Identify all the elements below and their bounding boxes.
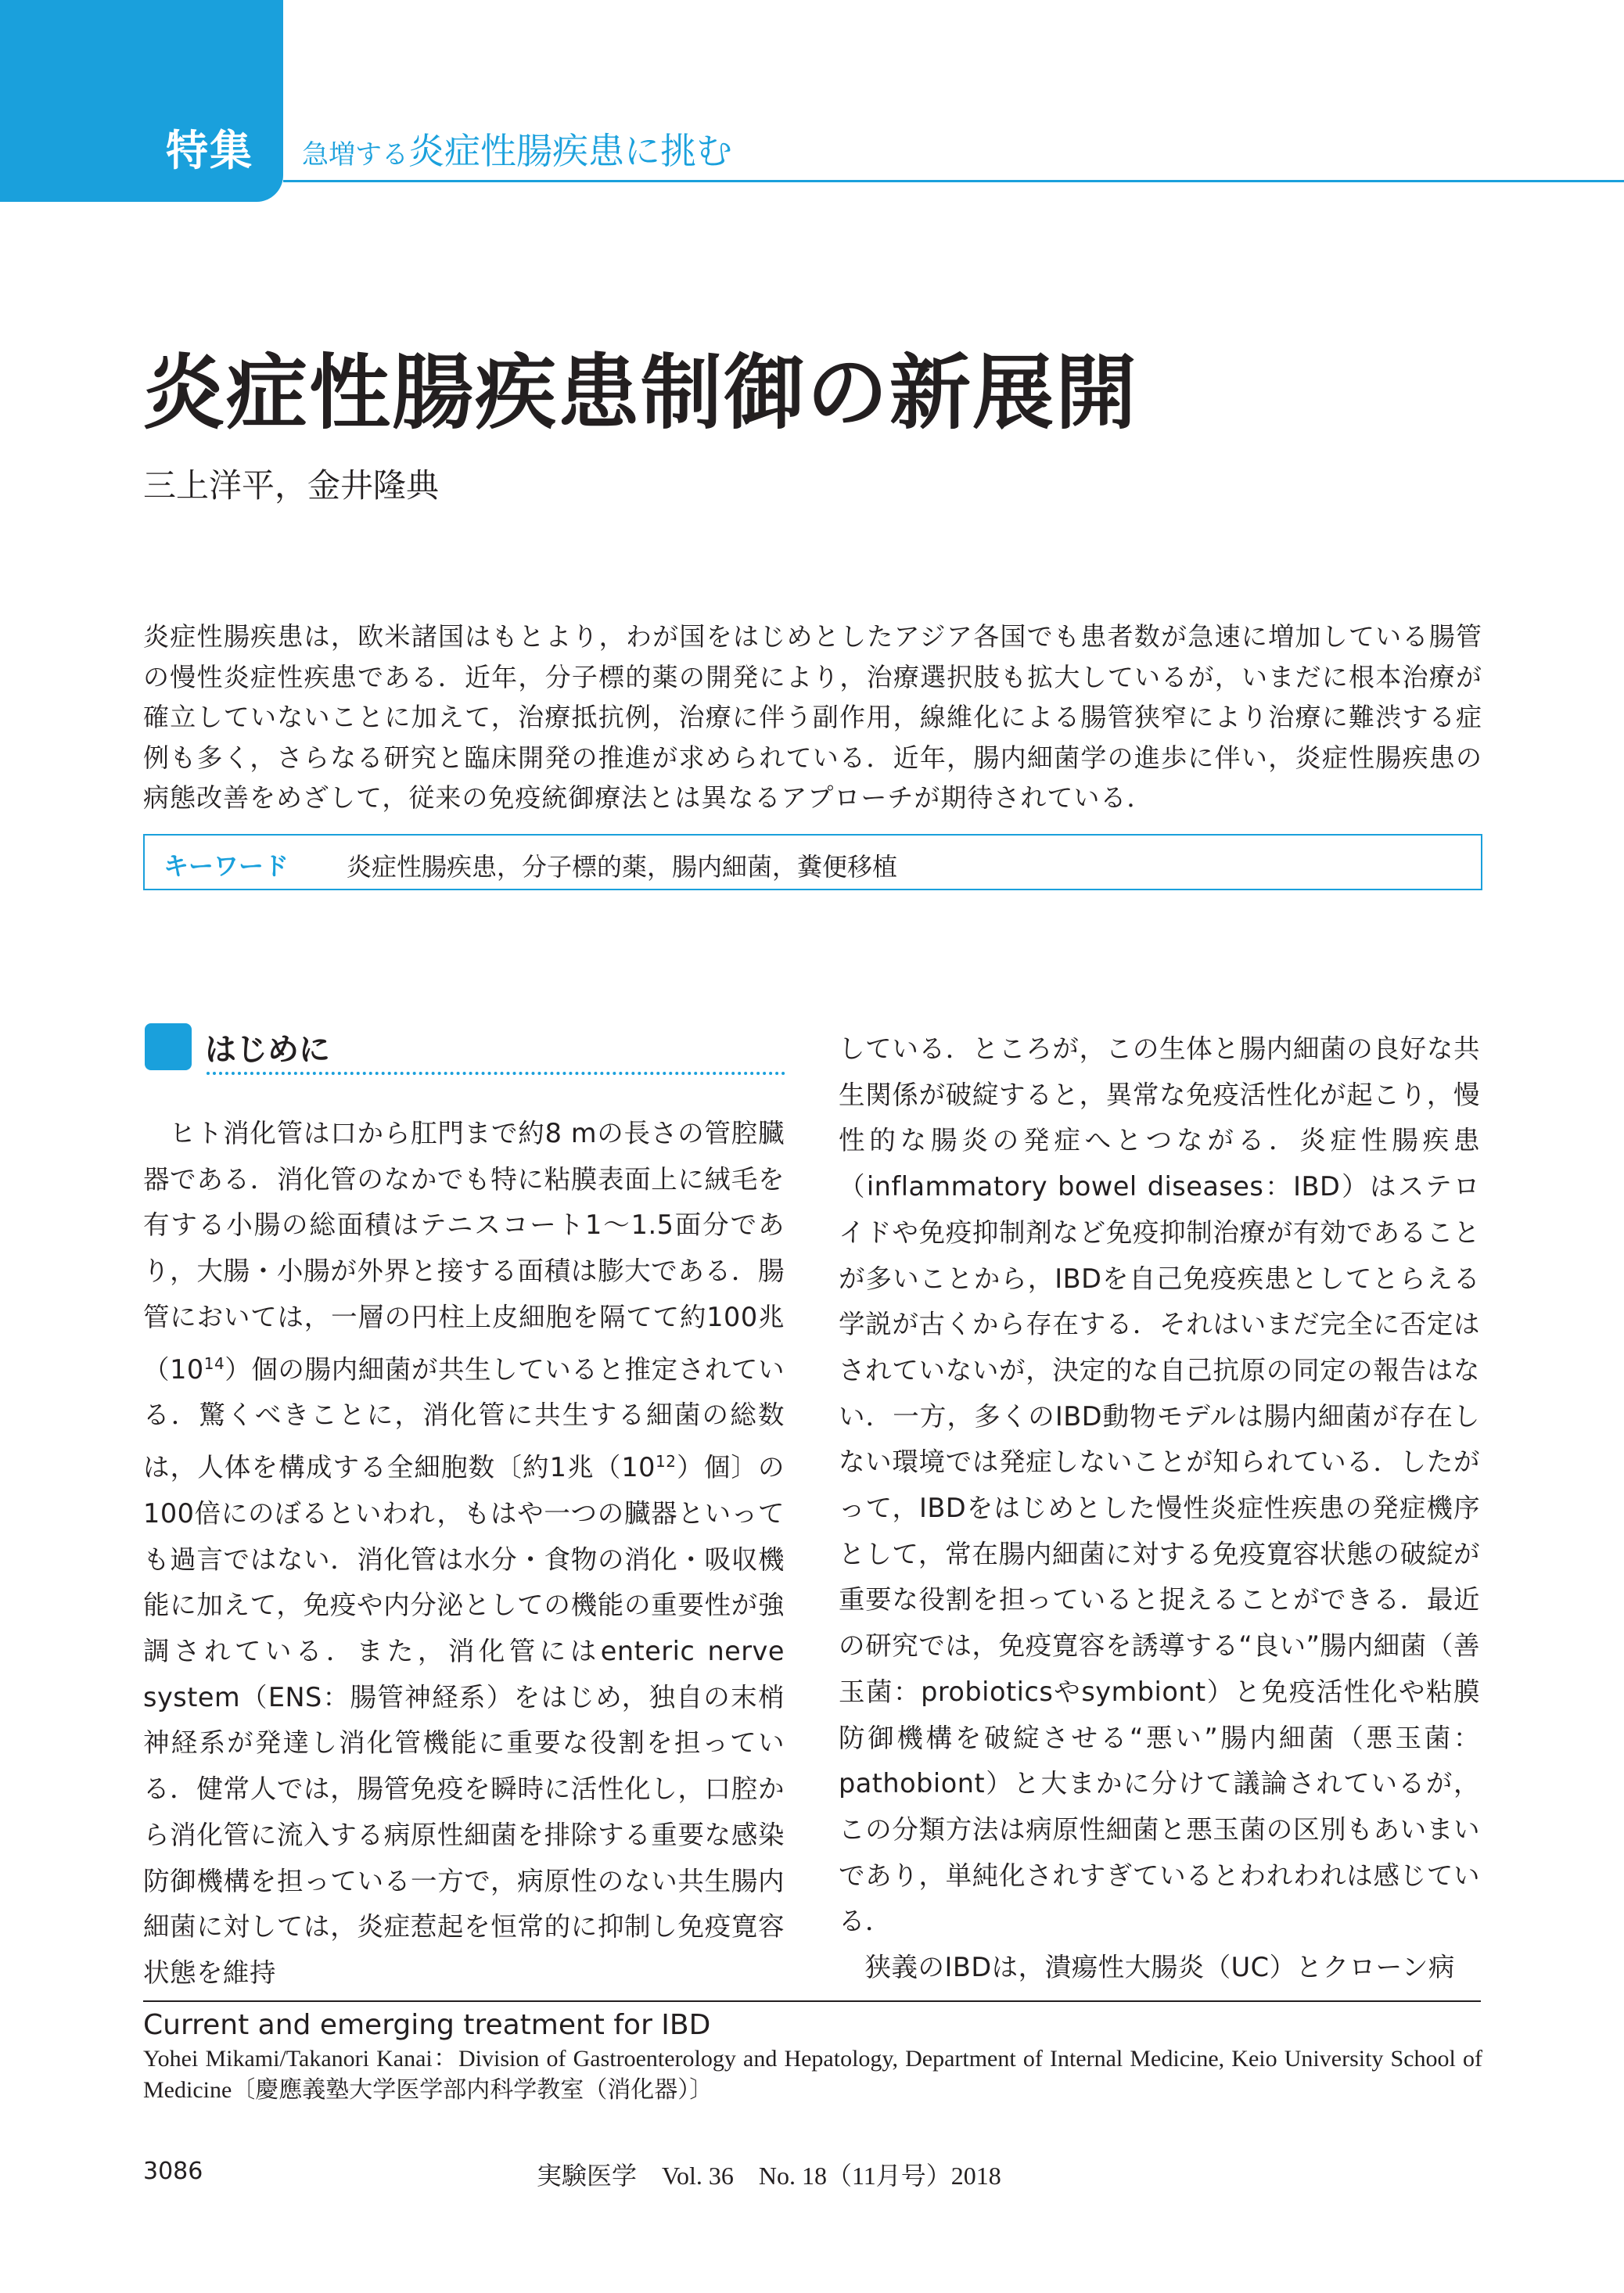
series-main: 炎症性腸疾患に挑む: [408, 130, 732, 172]
body-paragraph: 狭義のIBDは，潰瘍性大腸炎（UC）とクローン病: [864, 1952, 1455, 1983]
article-title: 炎症性腸疾患制御の新展開: [143, 345, 1139, 440]
page-number: 3086: [143, 2158, 203, 2185]
body-column-left: [143, 1111, 785, 1996]
keywords-list: 炎症性腸疾患，分子標的薬，腸内細菌，糞便移植: [347, 852, 898, 882]
series-prefix: 急増する: [302, 139, 408, 171]
body-column-right: [839, 1026, 1480, 1991]
footer-rule: [143, 2000, 1481, 2002]
section-title: はじめに: [205, 1032, 330, 1068]
keywords-label: キーワード: [163, 851, 289, 881]
abstract: 炎症性腸疾患は，欧米諸国はもとより，わが国をはじめとしたアジア各国でも患者数が急速に増加している腸管の慢性炎症性疾患である．近年，分子標的薬の開発により，治療選択肢も拡大しているが，いまだに根本治療が確立していないことに加えて，治療抵抗例，治療に伴う副作用，線維化による腸管狭窄により治療に難渋する症例も多く，さらなる研究と臨床開発の推進が求められている．近年，腸内細菌学の進歩に伴い，炎症性腸疾患の病態改善をめざして，従来の免疫統御療法とは異なるアプローチが期待されている．: [143, 621, 1482, 813]
series-title: [302, 123, 732, 174]
header-rule: [283, 180, 1624, 182]
article-authors: 三上洋平，金井隆典: [143, 466, 440, 505]
journal-info: 実験医学 Vol. 36 No. 18（11月号）2018: [537, 2162, 1001, 2190]
keyword-box: [143, 834, 1482, 890]
body-paragraph: している．ところが，この生体と腸内細菌の良好な共生関係が破綻すると，異常な免疫活性化が起こり，慢性的な腸炎の発症へとつながる．炎症性腸疾患（inflammatory bowel diseases：IBD）はステロイドや免疫抑制剤など免疫抑制治療が有効であることが多いことから，IBDを自己免疫疾患としてとらえる学説が古くから存在する．それはいまだ完全に否定はされていないが，決定的な自己抗原の同定の報告はない．一方，多くのIBD動物モデルは腸内細菌が存在しない環境では発症しないことが知られている．したがって，IBDをはじめとした慢性炎症性疾患の発症機序として，常在腸内細菌に対する免疫寛容状態の破綻が重要な役割を担っていると捉えることができる．最近の研究では，免疫寛容を誘導する“良い”腸内細菌（善玉菌：probioticsやsymbiont）と免疫活性化や粘膜防御機構を破綻させる“悪い”腸内細菌（悪玉菌：pathobiont）と大まかに分けて議論されているが，この分類方法は病原性細菌と悪玉菌の区別もあいまいであり，単純化されすぎているとわれわれは感じている．: [839, 1033, 1480, 1937]
english-title: Current and emerging treatment for IBD: [143, 2009, 711, 2041]
author-affiliation: Yohei Mikami/Takanori Kanai：Division of Gastroenterology and Hepatology, Department of Internal Medicine, Keio University School of Medicine〔慶應義塾大学医学部内科学教室（消化器）〕: [143, 2046, 1482, 2103]
body-paragraph: ヒト消化管は口から肛門まで約8 mの長さの管腔臓器である．消化管のなかでも特に粘膜表面上に絨毛を有する小腸の総面積はテニスコート1～1.5面分であり，大腸・小腸が外界と接する面積は膨大である．腸管においては，一層の円柱上皮細胞を隔てて約100兆$(10^{14})$個の腸内細菌が共生していると推定されている．驚くべきことに，消化管に共生する細菌の総数は，人体を構成する全細胞数〔約1兆$(10^{12})$個〕の100倍にのぼるといわれ，もはや一つの臓器といっても過言ではない．消化管は水分・食物の消化・吸収機能に加えて，免疫や内分泌としての機能の重要性が強調されている．また，消化管にはenteric nerve system（ENS：腸管神経系）をはじめ，独自の末梢神経系が発達し消化管機能に重要な役割を担っている．健常人では，腸管免疫を瞬時に活性化し，口腔から消化管に流入する病原性細菌を排除する重要な感染防御機構を担っている一方で，病原性のない共生腸内細菌に対しては，炎症惹起を恒常的に抑制し免疫寛容状態を維持: [143, 1118, 785, 1988]
section-dotted-rule: [207, 1072, 785, 1075]
tab-label: 特集: [166, 126, 253, 175]
section-marker-icon: [145, 1023, 192, 1070]
